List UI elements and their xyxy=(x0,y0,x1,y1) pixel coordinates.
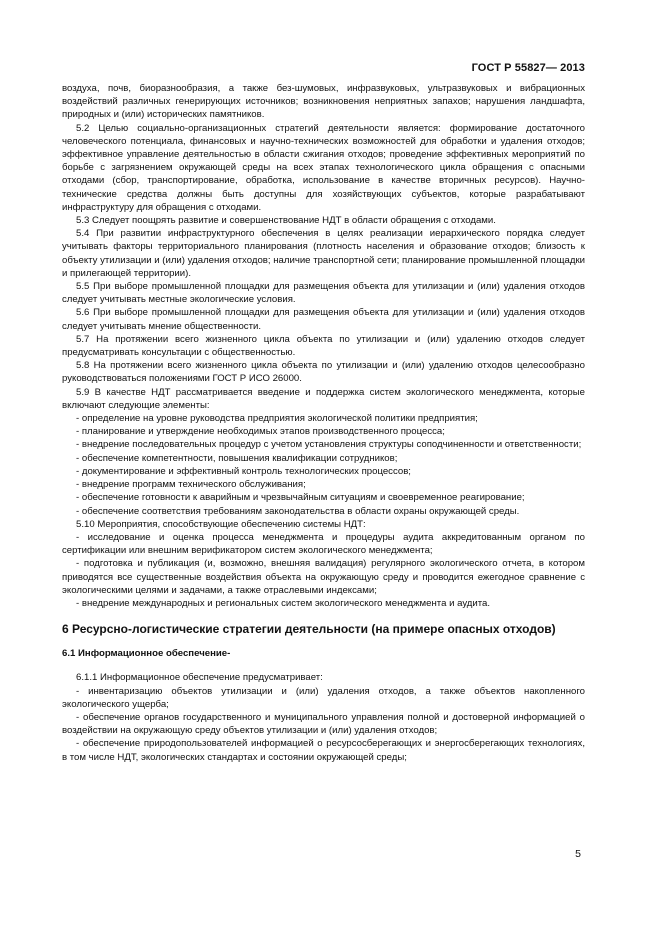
paragraph: 5.5 При выборе промышленной площадки для размещения объекта для утилизации и (или) удаления отходов следует учитывать местные экологические условия. xyxy=(62,281,585,306)
paragraph: 5.7 На протяжении всего жизненного цикла объекта по утилизации и (или) удалению отходов следует предусматривать консультации с общественностью. xyxy=(62,333,585,359)
paragraph: воздуха, почв, биоразнообразия, а также без-шумовых, инфразвуковых, ультразвуковых и вибрационных воздействий различных генерирующих источников; возникновения неприятных запахов; нарушения ландшафта, природных и (или) исторических памятников. xyxy=(62,83,585,121)
subsection-heading: 6.1 Информационное обеспечение- xyxy=(62,648,231,660)
paragraph: 6.1.1 Информационное обеспечение предусматривает: xyxy=(76,672,323,684)
paragraph: - подготовка и публикация (и, возможно, внешняя валидация) регулярного экологического отчета, в котором приводятся все существенные воздействия объекта на окружающую среду и проводится ежегодное сравнение с экологическими целями и задачами, а также отраслевыми индексами; xyxy=(62,558,585,596)
document-header: ГОСТ Р 55827— 2013 xyxy=(471,62,585,74)
document-body xyxy=(62,82,585,764)
section-heading: 6 Ресурсно-логистические стратегии деятельности (на примере опасных отходов) xyxy=(62,622,556,637)
paragraph: - планирование и утверждение необходимых этапов производственного процесса; xyxy=(76,426,445,438)
page-number: 5 xyxy=(575,848,581,860)
paragraph: - обеспечение органов государственного и муниципального управления полной и достоверной информацией о воздействии на окружающую среду объектов утилизации и (или) удаления отходов; xyxy=(62,711,585,737)
paragraph: 5.3 Следует поощрять развитие и совершенствование НДТ в области обращения с отходами. xyxy=(76,215,496,227)
paragraph: - обеспечение природопользователей информацией о ресурсосберегающих и энергосберегающих технологиях, в том числе НДТ, экологических стандартах и состоянии окружающей среды; xyxy=(62,738,585,763)
paragraph: - исследование и оценка процесса менеджмента и процедуры аудита аккредитованным органом по сертификации или внешним верификатором систем экологического менеджмента; xyxy=(62,531,585,557)
paragraph: 5.6 При выборе промышленной площадки для размещения объекта для утилизации и (или) удаления отходов следует учитывать мнение общественности. xyxy=(62,307,585,332)
paragraph: 5.4 При развитии инфраструктурного обеспечения в целях реализации иерархического порядка следует учитывать факторы территориального планирования (плотность населения и образование отходов; близость к объекту утилизации и (или) удаления отходов; наличие транспортной сети; планирование промышленной площадки и прилегающей территории). xyxy=(62,228,585,279)
paragraph: - обеспечение готовности к аварийным и чрезвычайным ситуациям и своевременное реагирование; xyxy=(76,492,525,504)
section6-paragraphs xyxy=(62,671,585,763)
paragraph: - документирование и эффективный контроль технологических процессов; xyxy=(76,465,411,477)
paragraph: - внедрение программ технического обслуживания; xyxy=(76,479,306,491)
paragraph: - внедрение последовательных процедур с учетом установления структуры соподчиненности и ответственности; xyxy=(76,439,582,451)
paragraph: - обеспечение соответствия требованиям законодательства в области охраны окружающей среды. xyxy=(76,505,520,517)
paragraph: 5.8 На протяжении всего жизненного цикла объекта по утилизации и (или) удалению отходов целесообразно руководствоваться положениями ГОСТ Р ИСО 26000. xyxy=(62,360,585,385)
paragraph: - инвентаризацию объектов утилизации и (или) удаления отходов, а также объектов накопленного экологического ущерба; xyxy=(62,685,585,710)
paragraph: 5.2 Целью социально-организационных стратегий деятельности является: формирование достаточного человеческого потенциала, финансовых и научно-технических возможностей для обработки и удаления отходов; эффективное управление деятельностью в области сжигания отходов; проведение эффективных мероприятий по борьбе с загрязнением окружающей среды на всех этапах технологического цикла обращения с опасными отходами (сбор, транспортирование, обработка, использование в качестве вторичных ресурсов). Научно-технические средства должны быть доступны для хозяйствующих субъектов, которые разрабатывают инфраструктуру для обращения с отходами. xyxy=(62,122,585,213)
paragraph: - обеспечение компетентности, повышения квалификации сотрудников; xyxy=(76,452,398,464)
paragraph: 5.9 В качестве НДТ рассматривается введение и поддержка систем экологического менеджмента, которые включают следующие элементы: xyxy=(62,386,585,411)
paragraph: - внедрение международных и региональных систем экологического менеджмента и аудита. xyxy=(76,597,491,609)
section5-paragraphs xyxy=(62,82,585,610)
paragraph: - определение на уровне руководства предприятия экологической политики предприятия; xyxy=(76,413,478,425)
paragraph: 5.10 Мероприятия, способствующие обеспечению системы НДТ: xyxy=(76,518,366,530)
